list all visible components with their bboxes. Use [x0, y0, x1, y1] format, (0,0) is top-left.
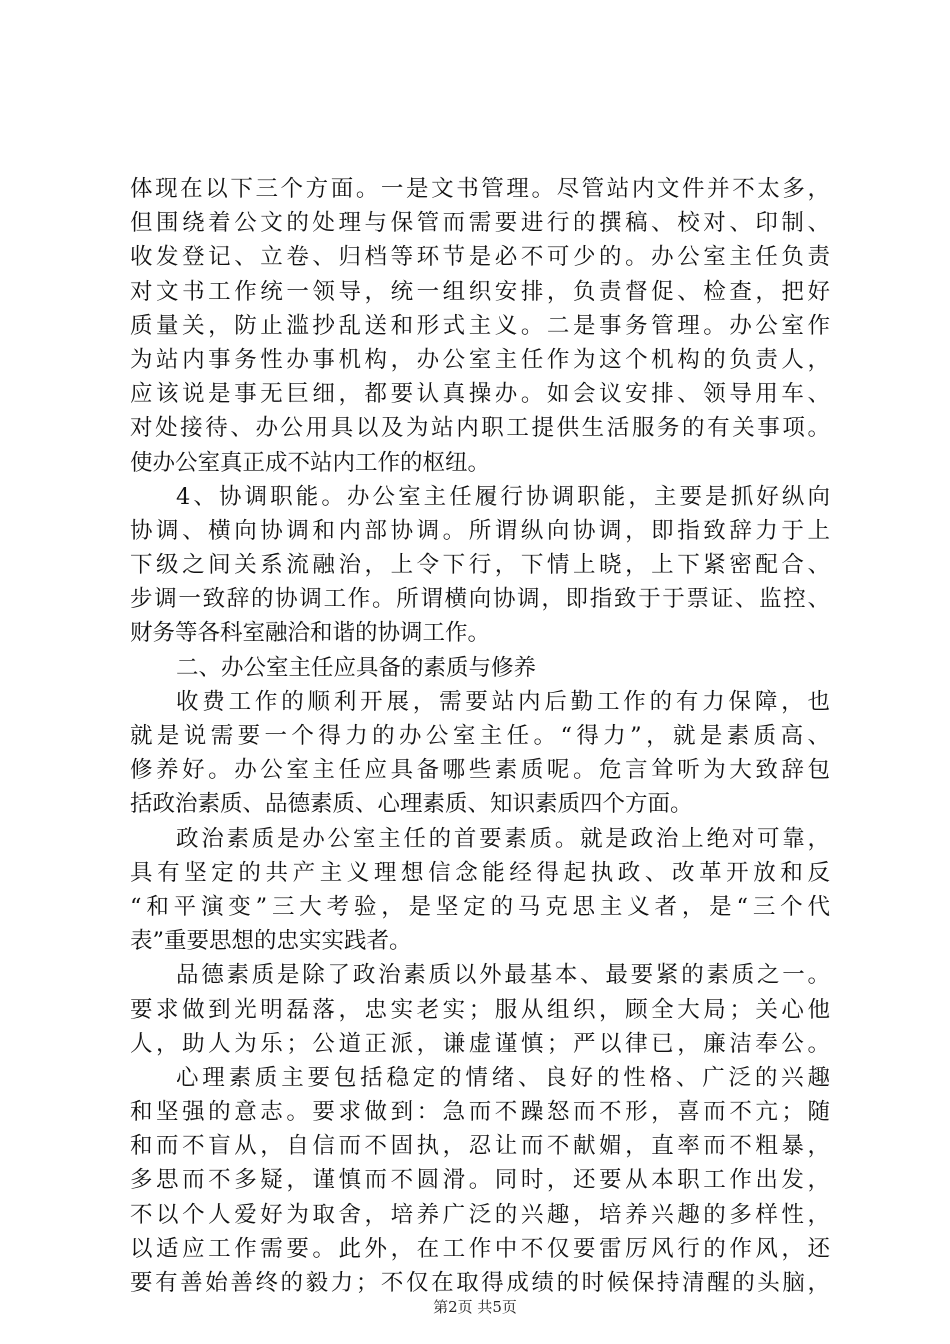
- document-body: [130, 172, 830, 1300]
- text-line: 4、协调职能。办公室主任履行协调职能，主要是抓好纵向: [176, 483, 830, 510]
- text-line: 应该说是事无巨细，都要认真操办。如会议安排、领导用车、: [130, 381, 830, 408]
- text-line: 表”重要思想的忠实实践者。: [130, 928, 412, 955]
- page-footer: 第2页 共5页: [433, 1298, 517, 1316]
- text-line: 质量关，防止滥抄乱送和形式主义。二是事务管理。办公室作: [130, 312, 830, 339]
- text-line: 品德素质是除了政治素质以外最基本、最要紧的素质之一。: [176, 962, 830, 989]
- text-line: 和而不盲从，自信而不固执，忍让而不献媚，直率而不粗暴，: [130, 1133, 830, 1160]
- text-line: 就是说需要一个得力的办公室主任。“得力”，就是素质高、: [130, 723, 830, 749]
- text-line: 收发登记、立卷、归档等环节是必不可少的。办公室主任负责: [130, 244, 830, 271]
- text-line: 不以个人爱好为取舍，培养广泛的兴趣，培养兴趣的多样性，: [130, 1201, 830, 1228]
- text-line: 修养好。办公室主任应具备哪些素质呢。危言耸听为大致辞包: [130, 757, 830, 784]
- text-line: 要求做到光明磊落，忠实老实；服从组织，顾全大局；关心他: [130, 996, 830, 1023]
- text-line: 和坚强的意志。要求做到：急而不躁怒而不形，喜而不亢；随: [130, 1099, 830, 1126]
- text-line: 步调一致辞的协调工作。所谓横向协调，即指致于于票证、监控、: [130, 586, 830, 613]
- text-line: 多思而不多疑，谨慎而不圆滑。同时，还要从本职工作出发，: [130, 1167, 830, 1194]
- text-line: 下级之间关系流融治，上令下行，下情上晓，上下紧密配合、: [130, 552, 830, 579]
- section-heading: 二、办公室主任应具备的素质与修养: [176, 654, 537, 681]
- text-line: 使办公室真正成不站内工作的枢纽。: [130, 449, 491, 476]
- text-line: 括政治素质、品德素质、心理素质、知识素质四个方面。: [130, 791, 693, 818]
- text-line: 心理素质主要包括稳定的情绪、良好的性格、广泛的兴趣: [176, 1064, 830, 1091]
- text-line: 体现在以下三个方面。一是文书管理。尽管站内文件并不太多，: [130, 176, 830, 202]
- text-line: 以适应工作需要。此外，在工作中不仅要雷厉风行的作风，还: [130, 1235, 830, 1262]
- text-line: 要有善始善终的毅力；不仅在取得成绩的时候保持清醒的头脑，: [130, 1270, 830, 1296]
- text-line: 协调、横向协调和内部协调。所谓纵向协调，即指致辞力于上: [130, 517, 830, 544]
- text-line: 人，助人为乐；公道正派，谦虚谨慎；严以律已，廉洁奉公。: [130, 1030, 830, 1057]
- text-line: 但围绕着公文的处理与保管而需要进行的撰稿、校对、印制、: [130, 210, 830, 237]
- text-line: 政治素质是办公室主任的首要素质。就是政治上绝对可靠，: [176, 825, 830, 852]
- text-line: “和平演变”三大考验，是坚定的马克思主义者，是“三个代: [130, 893, 830, 920]
- text-line: 对处接待、办公用具以及为站内职工提供生活服务的有关事项。: [130, 415, 830, 442]
- text-line: 为站内事务性办事机构，办公室主任作为这个机构的负责人，: [130, 346, 830, 373]
- text-line: 具有坚定的共产主义理想信念能经得起执政、改革开放和反: [130, 859, 830, 886]
- text-line: 财务等各科室融洽和谐的协调工作。: [130, 620, 491, 647]
- text-line: 对文书工作统一领导，统一组织安排，负责督促、检查，把好: [130, 278, 830, 305]
- text-line: 收费工作的顺利开展，需要站内后勤工作的有力保障，也: [176, 688, 830, 715]
